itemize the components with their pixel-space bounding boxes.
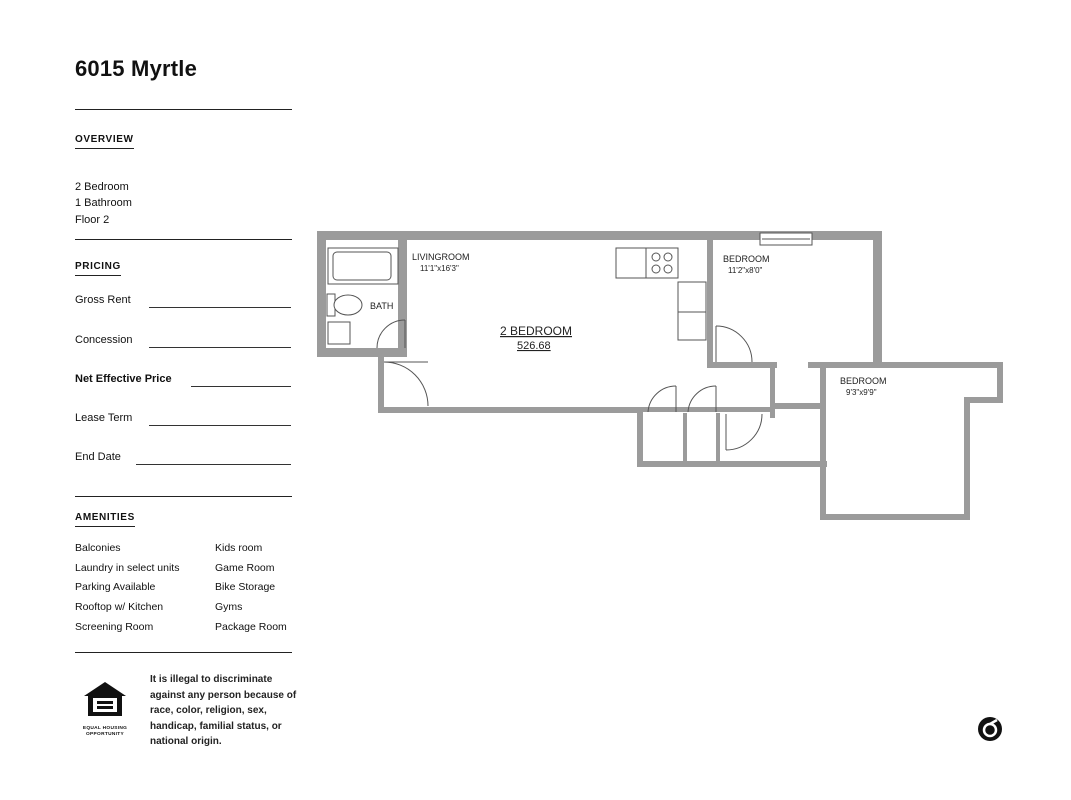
pricing-row-end-date: [75, 451, 291, 467]
amenity-item: Game Room: [215, 562, 275, 574]
unit-area-label: 526.68: [517, 340, 551, 352]
pricing-label: End Date: [75, 451, 125, 463]
floor-plan: [310, 225, 1010, 525]
pricing-row-net-effective: [75, 373, 291, 389]
bath-label: BATH: [370, 301, 394, 311]
amenity-item: Screening Room: [75, 621, 154, 633]
amenity-item: Kids room: [215, 542, 263, 554]
pricing-heading: PRICING: [75, 261, 121, 276]
equal-housing-badge: [76, 680, 134, 738]
equal-housing-icon: [82, 680, 128, 718]
brand-logo-icon: [977, 716, 1003, 742]
fill-line: [149, 307, 291, 308]
amenities-heading: AMENITIES: [75, 512, 135, 527]
property-title: 6015 Myrtle: [75, 56, 198, 81]
living-room-dims: 11'1"x16'3": [420, 264, 459, 273]
fair-housing-notice: It is illegal to discriminate against any person because of race, color, religion, sex, handicap, familial status, or national origin.: [150, 674, 297, 747]
amenity-item: Gyms: [215, 601, 243, 613]
bedroom2-dims: 9'3"x9'9": [846, 388, 877, 397]
pricing-label: Lease Term: [75, 412, 136, 424]
divider: [75, 652, 292, 653]
pricing-label: Net Effective Price: [75, 373, 176, 385]
amenity-item: Parking Available: [75, 581, 156, 593]
amenity-item: Balconies: [75, 542, 121, 554]
amenity-item: Bike Storage: [215, 581, 276, 593]
pricing-row-concession: [75, 334, 291, 350]
pricing-row-gross-rent: [75, 294, 291, 310]
divider: [75, 239, 292, 240]
overview-bathrooms: 1 Bathroom: [75, 197, 132, 209]
bedroom1-label: BEDROOM: [723, 254, 770, 264]
bedroom2-label: BEDROOM: [840, 376, 887, 386]
fill-line: [191, 386, 291, 387]
overview-floor: Floor 2: [75, 214, 110, 226]
living-room-label: LIVINGROOM: [412, 252, 470, 262]
eho-caption-line: EQUAL HOUSING: [82, 726, 128, 731]
overview-heading: OVERVIEW: [75, 134, 134, 149]
amenity-item: Laundry in select units: [75, 562, 180, 574]
amenity-item: Rooftop w/ Kitchen: [75, 601, 164, 613]
pricing-row-lease-term: [75, 412, 291, 428]
bedroom1-dims: 11'2"x8'0": [728, 266, 763, 275]
overview-bedrooms: 2 Bedroom: [75, 181, 129, 193]
divider: [75, 109, 292, 110]
fill-line: [149, 425, 291, 426]
unit-type-label: 2 BEDROOM: [500, 324, 573, 338]
divider: [75, 496, 292, 497]
amenity-item: Package Room: [215, 621, 287, 633]
fill-line: [149, 347, 291, 348]
pricing-label: Gross Rent: [75, 294, 135, 306]
fill-line: [136, 464, 291, 465]
pricing-label: Concession: [75, 334, 136, 346]
eho-caption-line: OPPORTUNITY: [86, 732, 124, 737]
